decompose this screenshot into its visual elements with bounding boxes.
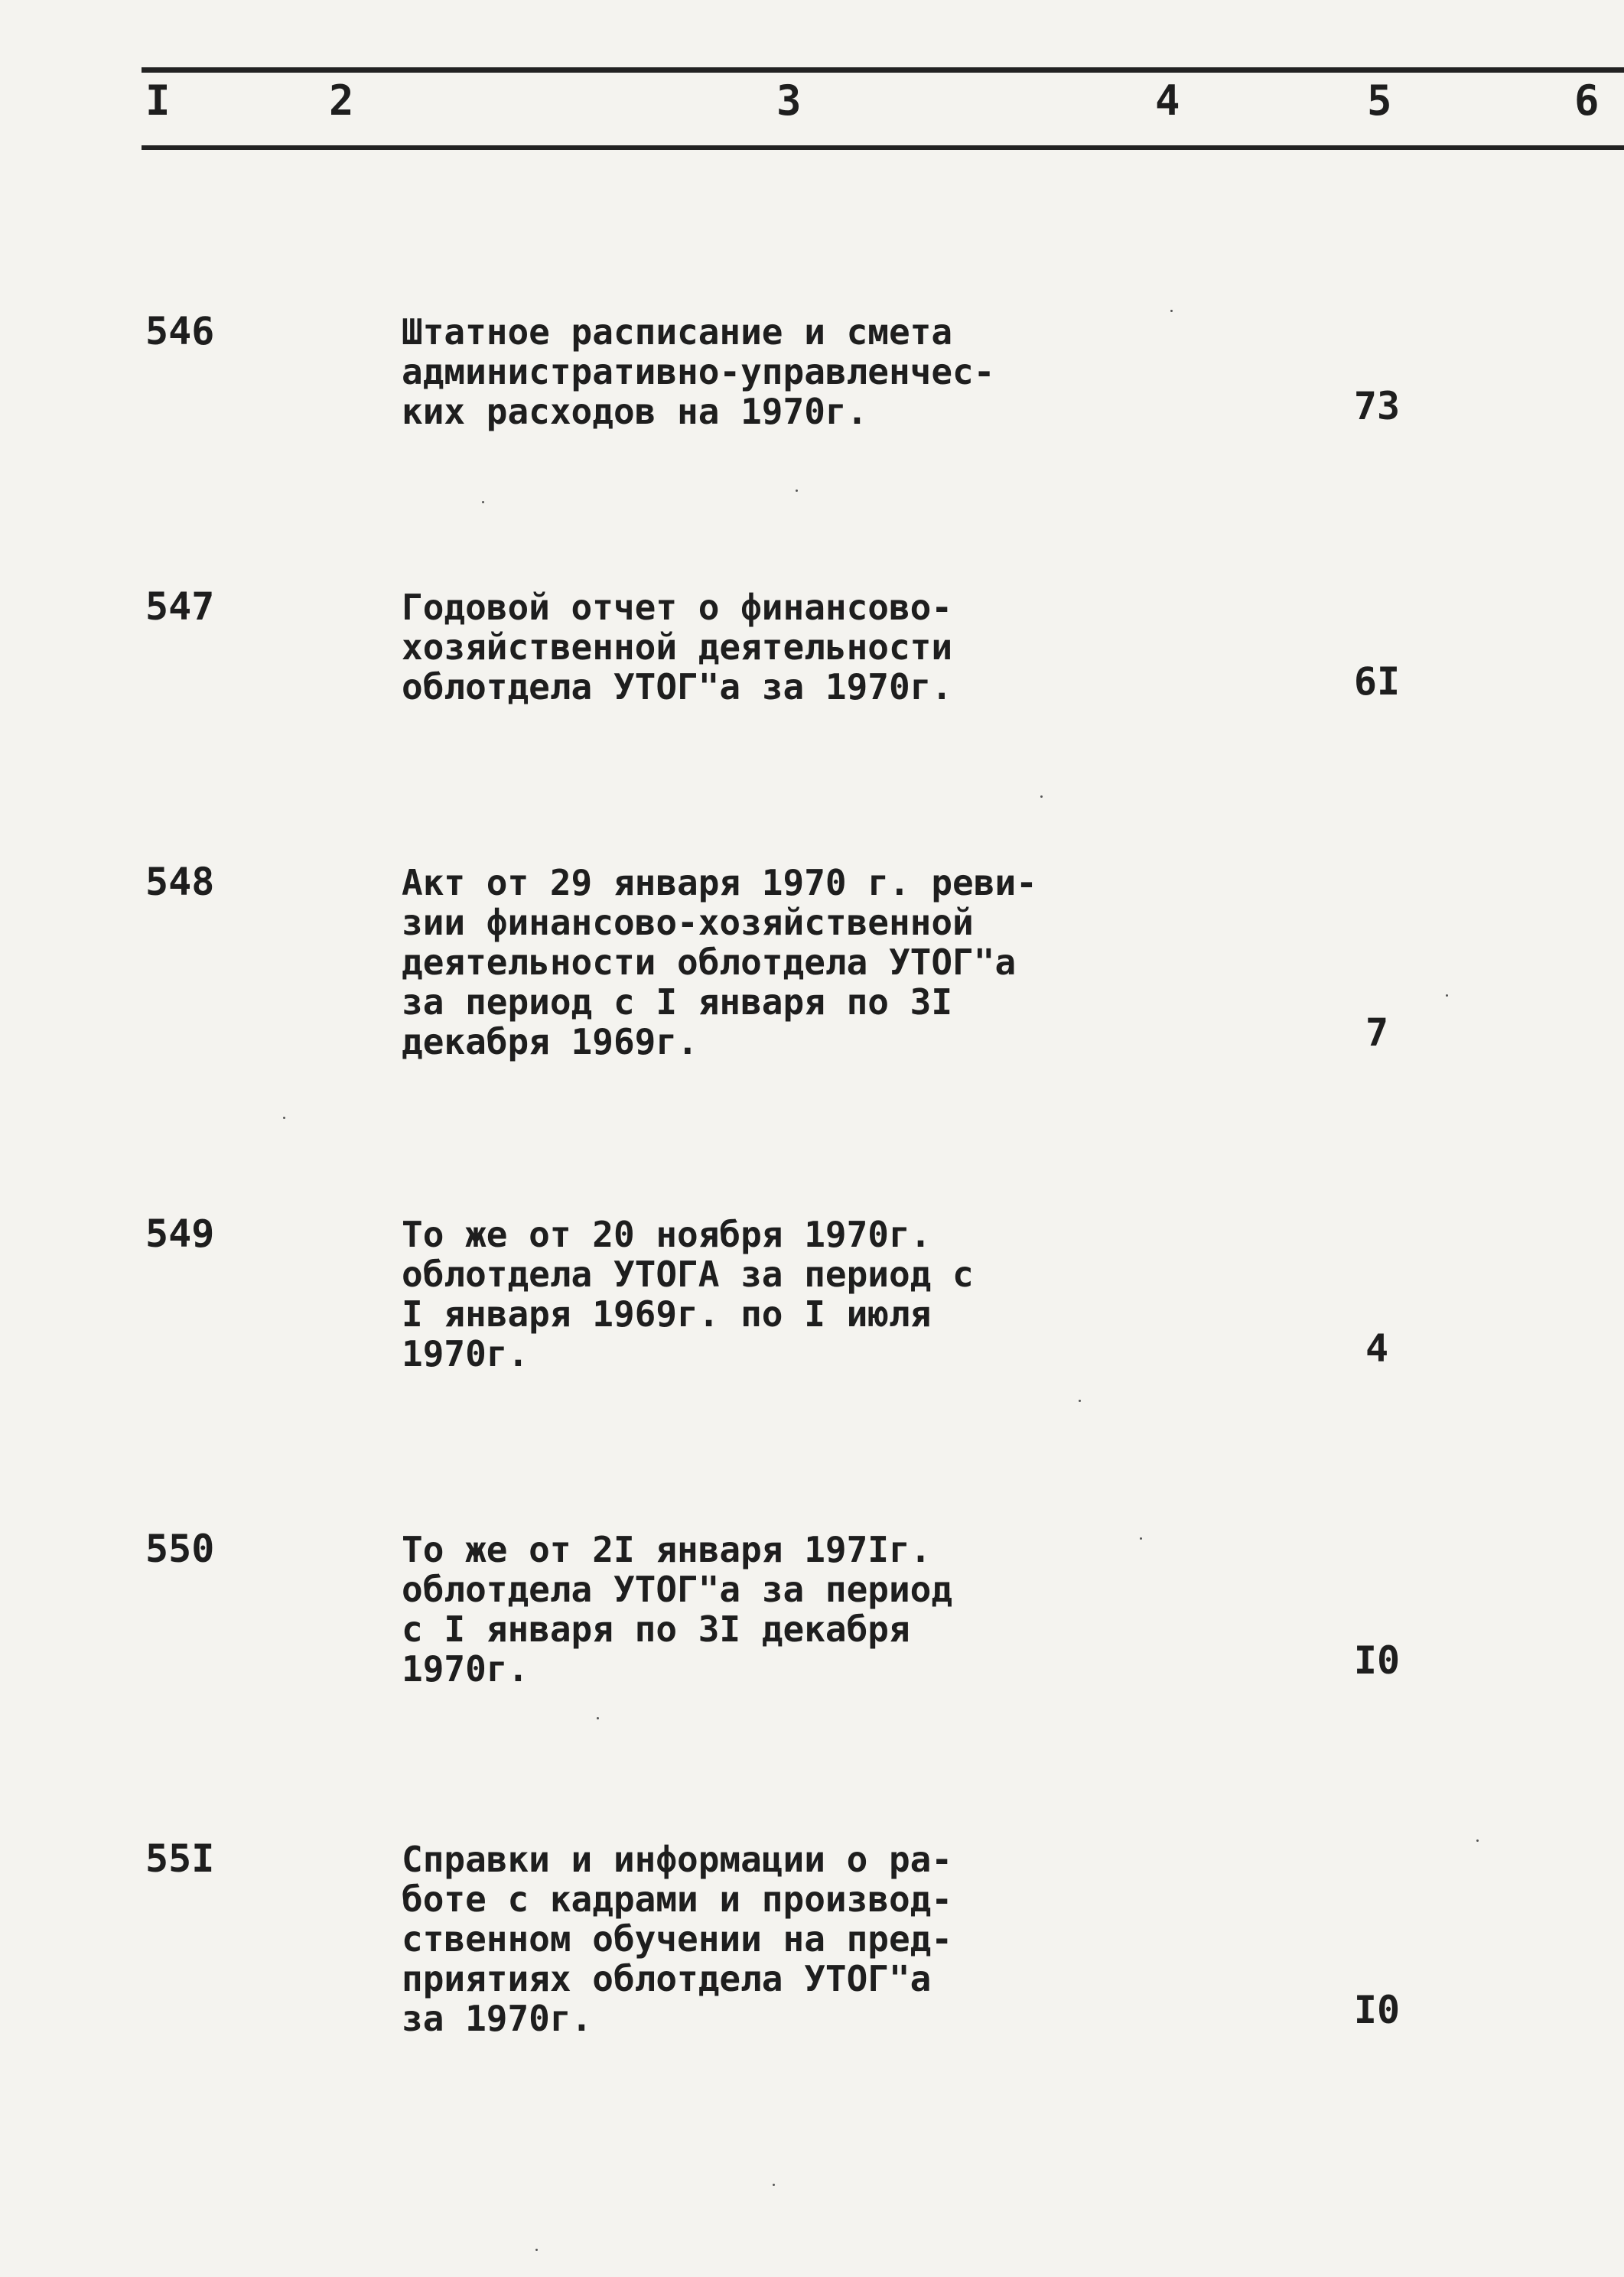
paper-speck [1140,1537,1142,1540]
entry-title: То же от 20 ноября 1970г. облотдела УТОГА за период с I января 1969г. по I июля 1970г. [402,1214,974,1374]
header-bottom-rule [142,145,1624,150]
entry-sheet-count: I0 [1353,1638,1401,1683]
paper-speck [535,2249,538,2251]
column-header-2: 2 [329,76,354,125]
entry-title: Штатное расписание и смета административно-управленчес- ких расходов на 1970г. [402,311,995,432]
entry-title: Справки и информации о ра- боте с кадрами и производ- ственном обучении на пред- приятиях облотдела УТОГ"а за 1970г. [402,1839,953,2039]
paper-speck [1170,310,1173,312]
paper-speck [796,490,798,492]
entry-sheet-count: I0 [1353,1988,1401,2032]
entry-number: 548 [145,860,215,904]
entry-title: Годовой отчет о финансово- хозяйственной деятельности облотдела УТОГ"а за 1970г. [402,587,953,707]
entry-title: То же от 2I января 197Iг. облотдела УТОГ"а за период с I января по 3I декабря 1970г. [402,1529,953,1690]
paper-speck [1476,1839,1479,1842]
entry-title: Акт от 29 января 1970 г. реви- зии финансово-хозяйственной деятельности облотдела УТОГ"а за период с I января по 3I декабря 1969г. [402,862,1037,1062]
column-header-6: 6 [1574,76,1600,125]
entry-sheet-count: 7 [1365,1010,1389,1055]
paper-speck [1079,1400,1081,1402]
entry-sheet-count: 73 [1353,384,1401,428]
entry-number: 546 [145,309,215,353]
header-top-rule [142,67,1624,73]
entry-number: 549 [145,1212,215,1256]
paper-speck [482,501,484,503]
column-header-3: 3 [776,76,802,125]
paper-speck [1446,994,1448,997]
entry-number: 55I [145,1836,215,1881]
paper-speck [283,1117,285,1119]
entry-sheet-count: 4 [1365,1326,1389,1371]
paper-speck [1040,795,1043,798]
paper-speck [773,2184,775,2186]
column-header-5: 5 [1367,76,1392,125]
paper-speck [597,1717,599,1719]
entry-number: 547 [145,584,215,629]
column-header-1: I [145,76,171,125]
column-header-4: 4 [1155,76,1180,125]
entry-sheet-count: 6I [1353,659,1401,704]
entry-number: 550 [145,1527,215,1571]
